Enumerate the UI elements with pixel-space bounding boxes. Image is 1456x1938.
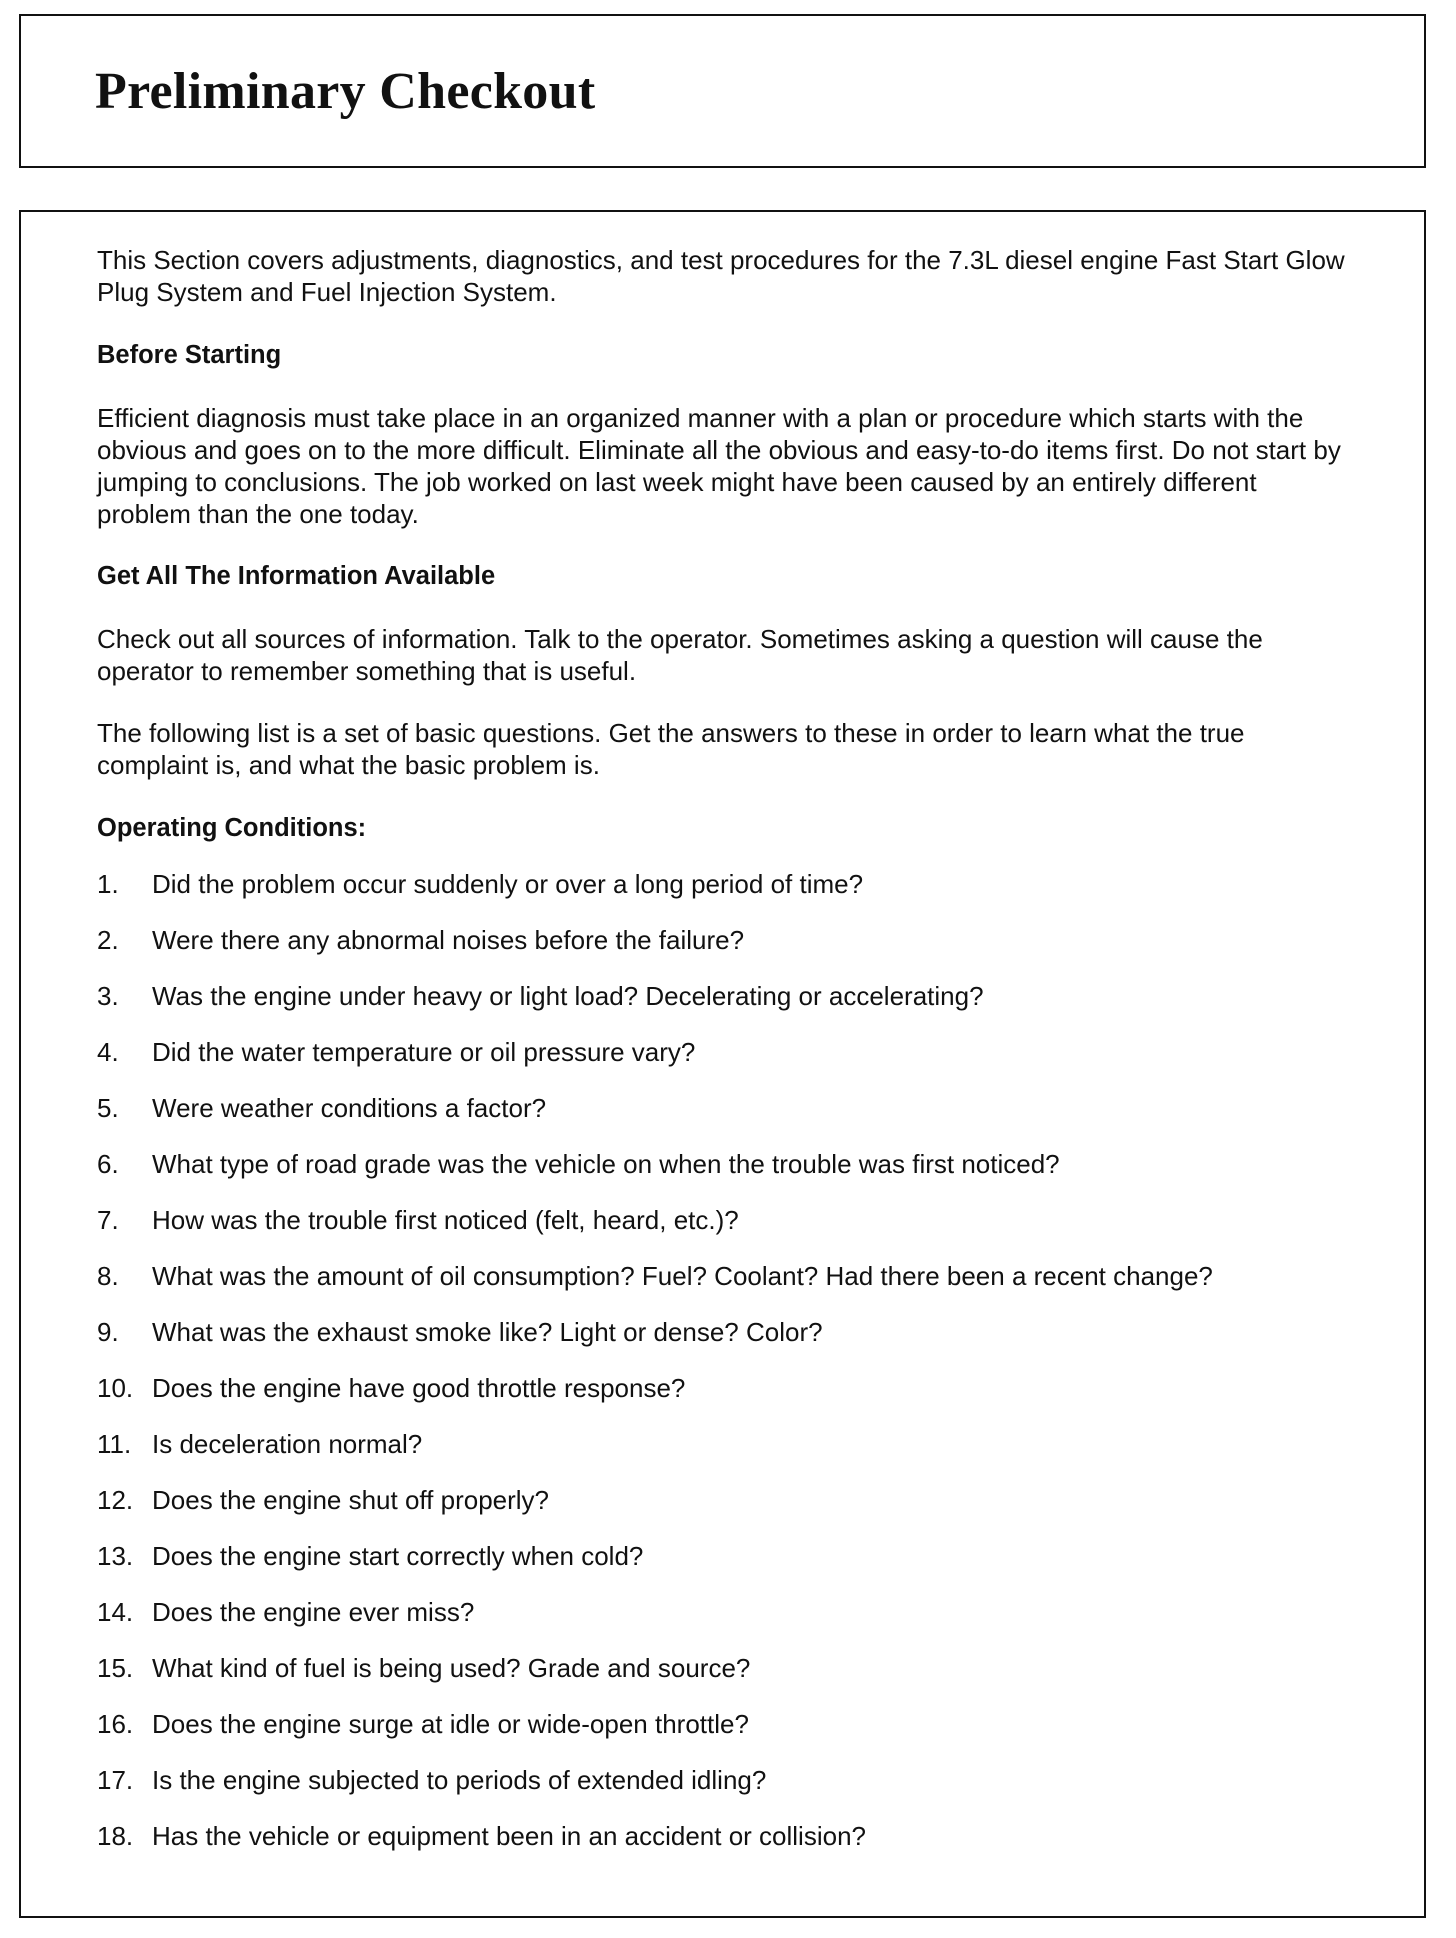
- paragraph-basic-questions: The following list is a set of basic questions. Get the answers to these in order to learn what the true complaint is, and what the basic problem is.: [97, 718, 1245, 780]
- question-text: How was the trouble first noticed (felt, heard, etc.)?: [152, 1205, 739, 1235]
- question-number: 10.: [97, 1373, 134, 1403]
- question-text: Were there any abnormal noises before the failure?: [152, 925, 745, 955]
- question-text: What was the exhaust smoke like? Light or dense? Color?: [152, 1317, 823, 1347]
- question-text: Does the engine have good throttle response?: [152, 1373, 686, 1403]
- question-item: [97, 1428, 1357, 1460]
- question-text: Did the problem occur suddenly or over a long period of time?: [152, 869, 864, 899]
- question-item: [97, 868, 1357, 900]
- section-heading-operating-conditions: Operating Conditions:: [97, 814, 367, 842]
- question-number: 8.: [97, 1261, 119, 1291]
- question-number: 7.: [97, 1205, 119, 1235]
- question-number: 17.: [97, 1765, 134, 1795]
- question-text: Does the engine ever miss?: [152, 1597, 475, 1627]
- question-item: [97, 1148, 1357, 1180]
- title-box: [19, 14, 1426, 168]
- question-text: Does the engine surge at idle or wide-open throttle?: [152, 1709, 749, 1739]
- question-number: 16.: [97, 1709, 134, 1739]
- question-number: 12.: [97, 1485, 134, 1515]
- question-number: 9.: [97, 1317, 119, 1347]
- content-body: [97, 244, 1357, 1876]
- question-number: 5.: [97, 1093, 119, 1123]
- question-number: 2.: [97, 925, 119, 955]
- question-item: [97, 1820, 1357, 1852]
- question-item: [97, 980, 1357, 1012]
- question-text: Did the water temperature or oil pressure vary?: [152, 1037, 696, 1067]
- section-heading-get-information: Get All The Information Available: [97, 562, 496, 590]
- question-number: 18.: [97, 1821, 134, 1851]
- question-text: Has the vehicle or equipment been in an accident or collision?: [152, 1821, 866, 1851]
- question-text: What was the amount of oil consumption? Fuel? Coolant? Had there been a recent change?: [152, 1261, 1213, 1291]
- question-number: 1.: [97, 869, 119, 899]
- question-item: [97, 1596, 1357, 1628]
- question-text: What type of road grade was the vehicle on when the trouble was first noticed?: [152, 1149, 1060, 1179]
- question-item: [97, 1540, 1357, 1572]
- question-item: [97, 1204, 1357, 1236]
- question-item: [97, 1092, 1357, 1124]
- question-item: [97, 1036, 1357, 1068]
- intro-paragraph: This Section covers adjustments, diagnostics, and test procedures for the 7.3L diesel engine Fast Start Glow Plug System and Fuel Injection System.: [97, 245, 1345, 307]
- question-item: [97, 924, 1357, 956]
- question-text: Was the engine under heavy or light load? Decelerating or accelerating?: [152, 981, 984, 1011]
- question-number: 13.: [97, 1541, 134, 1571]
- question-text: Is the engine subjected to periods of extended idling?: [152, 1765, 767, 1795]
- question-number: 15.: [97, 1653, 134, 1683]
- question-text: What kind of fuel is being used? Grade and source?: [152, 1653, 751, 1683]
- question-number: 4.: [97, 1037, 119, 1067]
- paragraph-before-starting: Efficient diagnosis must take place in an organized manner with a plan or procedure which starts with the obvious and goes on to the more difficult. Eliminate all the obvious and easy-to-do items first. Do not start by jumping to conclusions. The job worked on last week might have been caused by an entirely different problem than the one today.: [97, 403, 1341, 529]
- question-number: 11.: [97, 1429, 132, 1459]
- question-text: Does the engine start correctly when cold?: [152, 1541, 644, 1571]
- section-heading-before-starting: Before Starting: [97, 341, 282, 369]
- question-item: [97, 1652, 1357, 1684]
- question-item: [97, 1260, 1357, 1292]
- question-text: Is deceleration normal?: [152, 1429, 423, 1459]
- question-list: [97, 868, 1357, 1852]
- question-item: [97, 1316, 1357, 1348]
- page-title: Preliminary Checkout: [95, 63, 596, 120]
- question-text: Does the engine shut off properly?: [152, 1485, 550, 1515]
- question-number: 14.: [97, 1597, 134, 1627]
- question-number: 6.: [97, 1149, 119, 1179]
- question-item: [97, 1764, 1357, 1796]
- paragraph-sources: Check out all sources of information. Talk to the operator. Sometimes asking a question will cause the operator to remember something that is useful.: [97, 624, 1263, 686]
- question-text: Were weather conditions a factor?: [152, 1093, 547, 1123]
- question-number: 3.: [97, 981, 119, 1011]
- question-item: [97, 1484, 1357, 1516]
- question-item: [97, 1372, 1357, 1404]
- content-box: [19, 210, 1426, 1918]
- question-item: [97, 1708, 1357, 1740]
